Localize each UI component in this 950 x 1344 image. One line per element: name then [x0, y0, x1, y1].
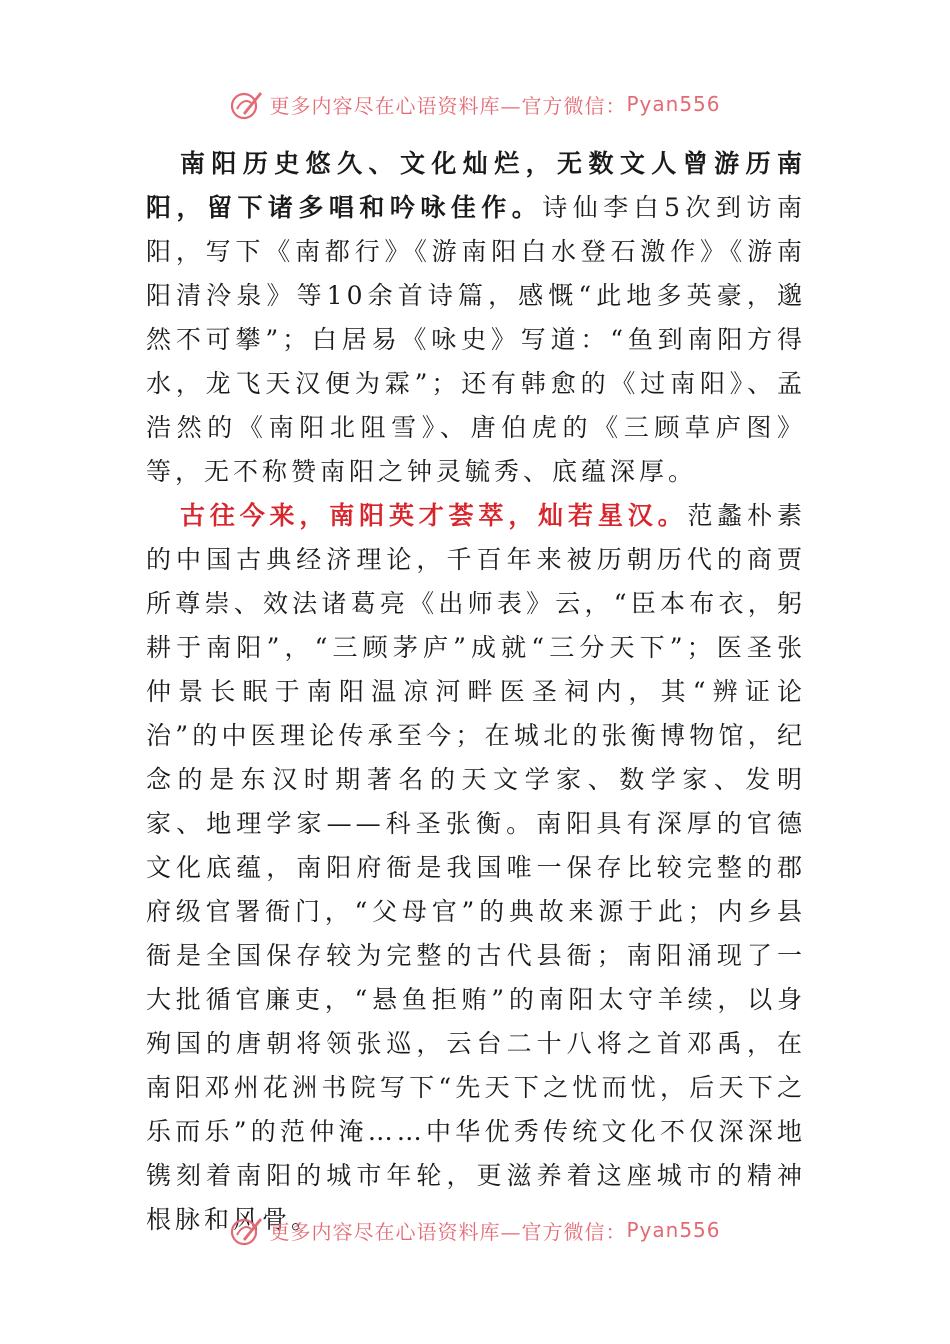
- watermark-wechat-id: Pyan556: [626, 92, 721, 116]
- footer-watermark: [0, 1210, 950, 1250]
- watermark-wechat-label: 官方微信：: [521, 93, 627, 118]
- pen-logo-icon: [229, 87, 263, 121]
- watermark-wechat-label: 官方微信：: [521, 1219, 627, 1244]
- paragraph-1: [146, 142, 806, 494]
- watermark-wechat-id: Pyan556: [626, 1218, 721, 1242]
- paragraph-2-body: 范蠡朴素的中国古典经济理论，千百年来被历朝历代的商贾所尊崇、效法诸葛亮《出师表》云，“臣本布衣，躬耕于南阳”，“三顾茅庐”成就“三分天下”；医圣张仲景长眠于南阳温凉河畔医圣祠内，其“辨证论治”的中医理论传承至今；在城北的张衡博物馆，纪念的是东汉时期著名的天文学家、数学家、发明家、地理学家——科圣张衡。南阳具有深厚的官德文化底蕴，南阳府衙是我国唯一保存比较完整的郡府级官署衙门，“父母官”的典故来源于此；内乡县衙是全国保存较为完整的古代县衙；南阳涌现了一大批循官廉吏，“悬鱼拒贿”的南阳太守羊续，以身殉国的唐朝将领张巡，云台二十八将之首邓禹，在南阳邓州花洲书院写下“先天下之忧而忧，后天下之乐而乐”的范仲淹……中华优秀传统文化不仅深深地镌刻着南阳的城市年轮，更滋养着这座城市的精神根脉和风骨。: [146, 501, 806, 1234]
- paragraph-2-lead: 古往今来，南阳英才荟萃，灿若星汉。: [180, 501, 688, 530]
- paragraph-1-body: 诗仙李白5次到访南阳，写下《南都行》《游南阳白水登石激作》《游南阳清泠泉》等10余首诗篇，感慨“此地多英豪，邈然不可攀”；白居易《咏史》写道：“鱼到南阳方得水，龙飞天汉便为霖”；还有韩愈的《过南阳》、孟浩然的《南阳北阻雪》、唐伯虎的《三顾草庐图》等，无不称赞南阳之钟灵毓秀、底蕴深厚。: [146, 193, 806, 486]
- watermark-text: 更多内容尽在心语资料库—: [269, 93, 522, 118]
- header-watermark: [0, 84, 950, 124]
- pen-logo-icon: [229, 1213, 263, 1247]
- paragraph-1-lead: 南阳历史悠久、文化灿烂，无数文人曾游历南阳，留下诸多唱和吟咏佳作。: [146, 149, 806, 222]
- paragraph-2: [146, 494, 806, 1242]
- article-body: [146, 142, 806, 1242]
- watermark-text: 更多内容尽在心语资料库—: [269, 1219, 522, 1244]
